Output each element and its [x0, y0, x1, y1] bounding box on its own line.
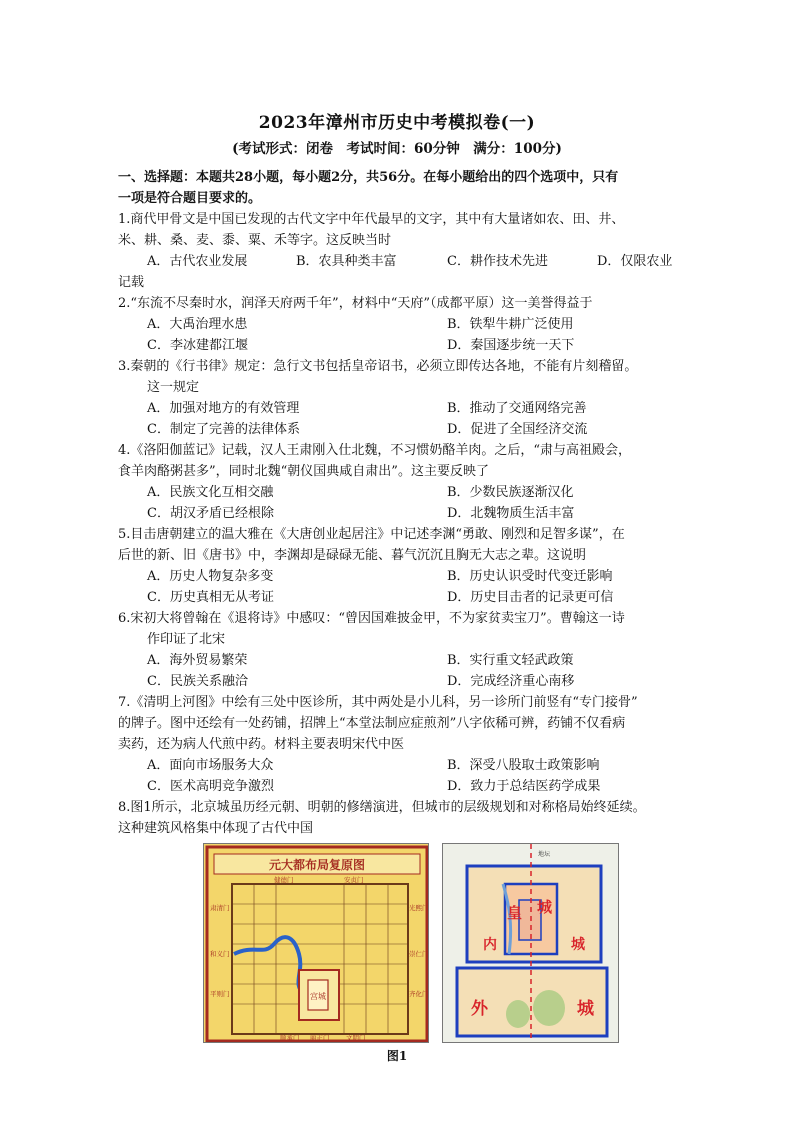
q7-option-d: D．致力于总结医药学成果: [447, 779, 601, 794]
gate-label: 崇仁门: [409, 950, 429, 958]
q6-option-d: D．完成经济重心南移: [447, 674, 575, 689]
q2-option-c: C．李冰建都江堰: [147, 338, 248, 353]
q6-line-2: 作印证了北宋: [147, 632, 226, 647]
question-8-stem: [118, 797, 678, 839]
label-huang: 皇: [507, 904, 523, 922]
q2-option-b: B．铁犁牛耕广泛使用: [447, 317, 574, 332]
yuan-map-palace: 宫城: [310, 992, 326, 1001]
q2-option-a: A．大禹治理水患: [147, 317, 248, 332]
label-nei: 内: [483, 937, 497, 953]
section-line-2: 一项是符合题目要求的。: [118, 191, 262, 206]
figure-caption: 图1: [386, 1049, 408, 1063]
ditan-label: 地坛: [538, 851, 551, 858]
yuan-map-title: 元大都布局复原图: [268, 858, 366, 872]
gate-label: 平则门: [210, 990, 230, 998]
q7-line-2: 的牌子。图中还绘有一处药铺，招牌上“本堂法制应症煎剂”八字依稀可辨，药铺不仅看病: [118, 716, 626, 731]
label-cheng-1: 城: [537, 898, 553, 916]
gate-label: 健德门: [274, 876, 294, 884]
question-4-stem: [118, 440, 678, 482]
q3-line-2: 这一规定: [147, 380, 200, 395]
q3-option-a: A．加强对地方的有效管理: [147, 401, 300, 416]
q3-option-d: D．促进了全国经济交流: [447, 422, 588, 437]
q7-option-a: A．面向市场服务大众: [147, 758, 274, 773]
ming-beijing-map: [442, 843, 619, 1043]
section-heading: [118, 167, 678, 209]
q1-option-d-tail: 记载: [118, 275, 145, 290]
q7-option-b: B．深受八股取士政策影响: [447, 758, 600, 773]
page-subtitle: (考试形式：闭卷 考试时间：60分钟 满分：100分): [232, 141, 562, 157]
q7-line-3: 卖药，还为病人代煎中药。材料主要表明宋代中医: [118, 737, 405, 752]
q7-option-c: C．医术高明竞争激烈: [147, 779, 274, 794]
question-2-stem: 2.“东流不尽秦时水，润泽天府两千年”，材料中“天府”（成都平原）这一美誉得益于: [118, 296, 593, 311]
question-7-stem: [118, 692, 678, 755]
q4-option-a: A．民族文化互相交融: [147, 485, 274, 500]
q5-line-2: 后世的新、旧《唐书》中，李渊却是碌碌无能、暮气沉沉且胸无大志之辈。这说明: [118, 548, 587, 563]
q5-option-a: A．历史人物复杂多变: [147, 569, 274, 584]
question-1-stem: [118, 209, 678, 251]
q4-option-b: B．少数民族逐渐汉化: [447, 485, 574, 500]
q1-line-2: 米、耕、桑、麦、黍、粟、禾等字。这反映当时: [118, 233, 392, 248]
q2-option-d: D．秦国逐步统一天下: [447, 338, 575, 353]
question-6-stem: 6.宋初大将曾翰在《退将诗》中感叹：“曾因国难披金甲，不为家贫卖宝刀”。曹翰这一诗: [118, 611, 625, 626]
gate-label: 肃清门: [210, 904, 230, 912]
q3-option-c: C．制定了完善的法律体系: [147, 422, 300, 437]
q6-option-b: B．实行重文轻武政策: [447, 653, 574, 668]
gate-label: 光熙门: [409, 904, 429, 912]
q1-option-a: A．古代农业发展: [147, 254, 248, 269]
q4-option-c: C．胡汉矛盾已经根除: [147, 506, 274, 521]
q8-line-2: 这种建筑风格集中体现了古代中国: [118, 821, 314, 836]
label-cheng-3: 城: [577, 999, 594, 1019]
yuan-dadu-map: [203, 843, 429, 1043]
q4-line-1: 4.《洛阳伽蓝记》记载，汉人王肃刚入仕北魏，不习惯奶酪羊肉。之后，“肃与高祖殿会，: [118, 443, 632, 458]
ming-beijing-map-graphic: [443, 844, 619, 1043]
gate-label: 文明门: [346, 1034, 366, 1042]
q4-option-d: D．北魏物质生活丰富: [447, 506, 575, 521]
question-3-stem: 3.秦朝的《行书律》规定：急行文书包括皇帝诏书，必须立即传达各地，不能有片刻稽留。: [118, 359, 638, 374]
gate-label: 安贞门: [344, 876, 364, 884]
q5-option-c: C．历史真相无从考证: [147, 590, 274, 605]
section-line-1: 一、选择题：本题共28小题，每小题2分，共56分。在每小题给出的四个选项中，只有: [118, 170, 619, 185]
gate-label: 顺承门: [280, 1034, 300, 1042]
q5-option-d: D．历史目击者的记录更可信: [447, 590, 614, 605]
q6-option-a: A．海外贸易繁荣: [147, 653, 248, 668]
q8-line-1: 8.图1所示，北京城虽历经元朝、明朝的修缮演进，但城市的层级规划和对称格局始终延续。: [118, 800, 646, 815]
q1-option-d: D．仅限农业: [597, 254, 673, 269]
q1-option-b: B．农具种类丰富: [296, 254, 397, 269]
q4-line-2: 食羊肉酪粥甚多”，同时北魏“朝仪国典咸自肃出”。这主要反映了: [118, 464, 489, 479]
label-wai: 外: [471, 999, 488, 1019]
q5-option-b: B．历史认识受时代变迁影响: [447, 569, 613, 584]
page-title: 2023年漳州市历史中考模拟卷(一): [258, 113, 536, 133]
q7-line-1: 7.《清明上河图》中绘有三处中医诊所，其中两处是小儿科，另一诊所门前竖有“专门接骨”: [118, 695, 638, 710]
question-5-stem: [118, 524, 678, 566]
q1-option-c: C．耕作技术先进: [447, 254, 548, 269]
yuan-dadu-map-graphic: [204, 844, 429, 1043]
gate-label: 齐化门: [409, 990, 429, 998]
q5-line-1: 5.目击唐朝建立的温大雅在《大唐创业起居注》中记述李渊“勇敢、刚烈和足智多谋”，在: [118, 527, 625, 542]
gate-label: 丽正门: [310, 1034, 330, 1042]
q1-line-1: 1.商代甲骨文是中国已发现的古代文字中年代最早的文字，其中有大量诸如农、田、井、: [118, 212, 625, 227]
q6-option-c: C．民族关系融洽: [147, 674, 248, 689]
gate-label: 和义门: [210, 950, 230, 958]
label-cheng-2: 城: [571, 937, 585, 953]
q3-option-b: B．推动了交通网络完善: [447, 401, 587, 416]
